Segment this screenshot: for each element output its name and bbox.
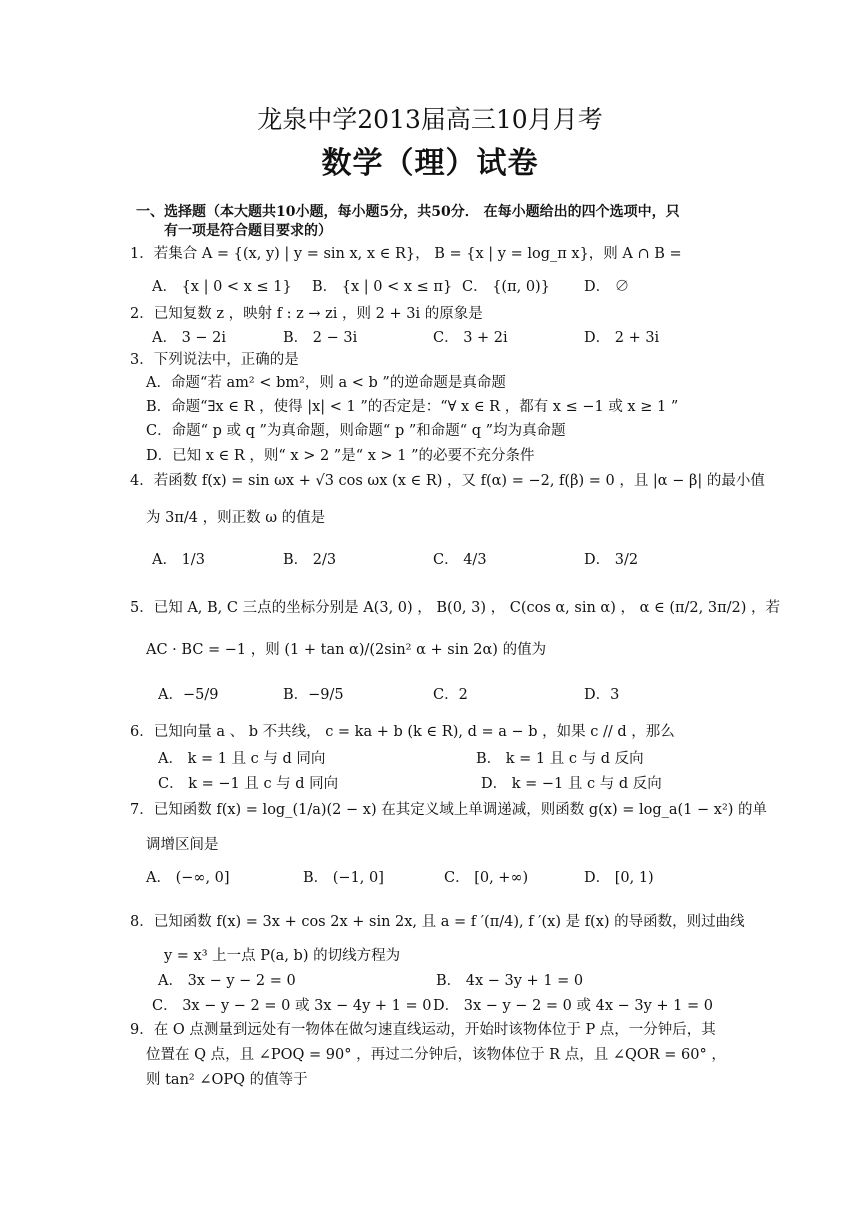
q1-option-b: B． {x | 0 < x ≤ π}: [312, 279, 453, 295]
q5-option-a: A．−5/9: [158, 687, 219, 703]
q3-option-a: A．命题“若 am² < bm²，则 a < b ”的逆命题是真命题: [146, 375, 506, 391]
q1-stem: 1．若集合 A = {(x, y) | y = sin x, x ∈ R}， B = {x | y = log_π x}，则 A ∩ B =: [130, 246, 682, 262]
q7-option-d: D． [0, 1): [584, 870, 654, 886]
q6-option-a: A． k = 1 且 c 与 d 同向: [158, 751, 326, 767]
q2-option-a: A． 3 − 2i: [152, 330, 227, 346]
q4-option-a: A． 1/3: [152, 552, 205, 568]
q9-stem-line1: 9．在 O 点测量到远处有一物体在做匀速直线运动，开始时该物体位于 P 点，一分钟后，其: [130, 1022, 716, 1038]
exam-title: 龙泉中学2013届高三10月月考: [257, 105, 603, 134]
q7-stem-line1: 7．已知函数 f(x) = log_(1/a)(2 − x) 在其定义域上单调递减，则函数 g(x) = log_a(1 − x²) 的单: [130, 802, 768, 818]
q2-stem: 2．已知复数 z ，映射 f : z → zi ，则 2 + 3i 的原象是: [130, 306, 483, 322]
q5-stem-line2: AC · BC = −1 ，则 (1 + tan α)/(2sin² α + sin 2α) 的值为: [146, 642, 547, 658]
q9-stem-line3: 则 tan² ∠OPQ 的值等于: [146, 1072, 308, 1088]
q9-stem-line2: 位置在 Q 点，且 ∠POQ = 90° ，再过二分钟后，该物体位于 R 点，且 ∠QOR = 60° ，: [146, 1047, 726, 1063]
q7-stem-line2: 调增区间是: [146, 837, 219, 853]
q5-stem-line1: 5．已知 A, B, C 三点的坐标分别是 A(3, 0) ， B(0, 3) ， C(cos α, sin α) ， α ∈ (π/2, 3π/2) ，若: [130, 600, 780, 616]
q4-option-c: C． 4/3: [433, 552, 487, 568]
q3-option-d: D．已知 x ∈ R ，则“ x > 2 ”是“ x > 1 ”的必要不充分条件: [146, 448, 535, 464]
q7-option-c: C． [0, +∞): [444, 870, 529, 886]
q8-stem-line2: y = x³ 上一点 P(a, b) 的切线方程为: [164, 948, 401, 964]
q3-option-c: C．命题“ p 或 q ”为真命题，则命题“ p ”和命题“ q ”均为真命题: [146, 423, 566, 439]
q6-stem: 6．已知向量 a 、 b 不共线， c = ka + b (k ∈ R), d = a − b ，如果 c // d ，那么: [130, 724, 675, 740]
q8-option-a: A． 3x − y − 2 = 0: [158, 973, 296, 989]
q3-stem: 3．下列说法中，正确的是: [130, 352, 299, 368]
q8-option-b: B． 4x − 3y + 1 = 0: [436, 973, 584, 989]
q2-option-b: B． 2 − 3i: [283, 330, 358, 346]
section-heading: [136, 203, 736, 241]
q8-option-d: D． 3x − y − 2 = 0 或 4x − 3y + 1 = 0: [433, 998, 713, 1014]
q6-option-c: C． k = −1 且 c 与 d 同向: [158, 776, 339, 792]
q5-option-d: D．3: [584, 687, 620, 703]
section-heading-line1: 一、选择题（本大题共10小题，每小题5分，共50分． 在每小题给出的四个选项中，只: [136, 204, 680, 220]
q7-option-a: A． (−∞, 0]: [146, 870, 230, 886]
q7-option-b: B． (−1, 0]: [303, 870, 384, 886]
q1-option-a: A． {x | 0 < x ≤ 1}: [152, 279, 292, 295]
q2-option-d: D． 2 + 3i: [584, 330, 660, 346]
section-heading-line2: 有一项是符合题目要求的）: [164, 223, 332, 239]
exam-subtitle: 数学（理）试卷: [321, 146, 539, 181]
q3-option-b: B．命题“∃x ∈ R ，使得 |x| < 1 ”的否定是：“∀ x ∈ R ，都有 x ≤ −1 或 x ≥ 1 ”: [146, 399, 679, 415]
q1-option-c: C． {(π, 0)}: [462, 279, 550, 295]
q2-option-c: C． 3 + 2i: [433, 330, 508, 346]
q8-option-c: C． 3x − y − 2 = 0 或 3x − 4y + 1 = 0: [152, 998, 432, 1014]
q5-option-b: B．−9/5: [283, 687, 344, 703]
q4-option-b: B． 2/3: [283, 552, 337, 568]
q6-option-b: B． k = 1 且 c 与 d 反向: [476, 751, 644, 767]
q1-option-d: D． ∅: [584, 279, 630, 295]
q8-stem-line1: 8．已知函数 f(x) = 3x + cos 2x + sin 2x, 且 a = f ′(π/4), f ′(x) 是 f(x) 的导函数，则过曲线: [130, 914, 745, 930]
q4-stem-line2: 为 3π/4 ，则正数 ω 的值是: [146, 510, 326, 526]
q5-option-c: C．2: [433, 687, 468, 703]
q4-stem-line1: 4．若函数 f(x) = sin ωx + √3 cos ωx (x ∈ R) ，又 f(α) = −2, f(β) = 0 ，且 |α − β| 的最小值: [130, 473, 765, 489]
q6-option-d: D． k = −1 且 c 与 d 反向: [481, 776, 662, 792]
q4-option-d: D． 3/2: [584, 552, 639, 568]
